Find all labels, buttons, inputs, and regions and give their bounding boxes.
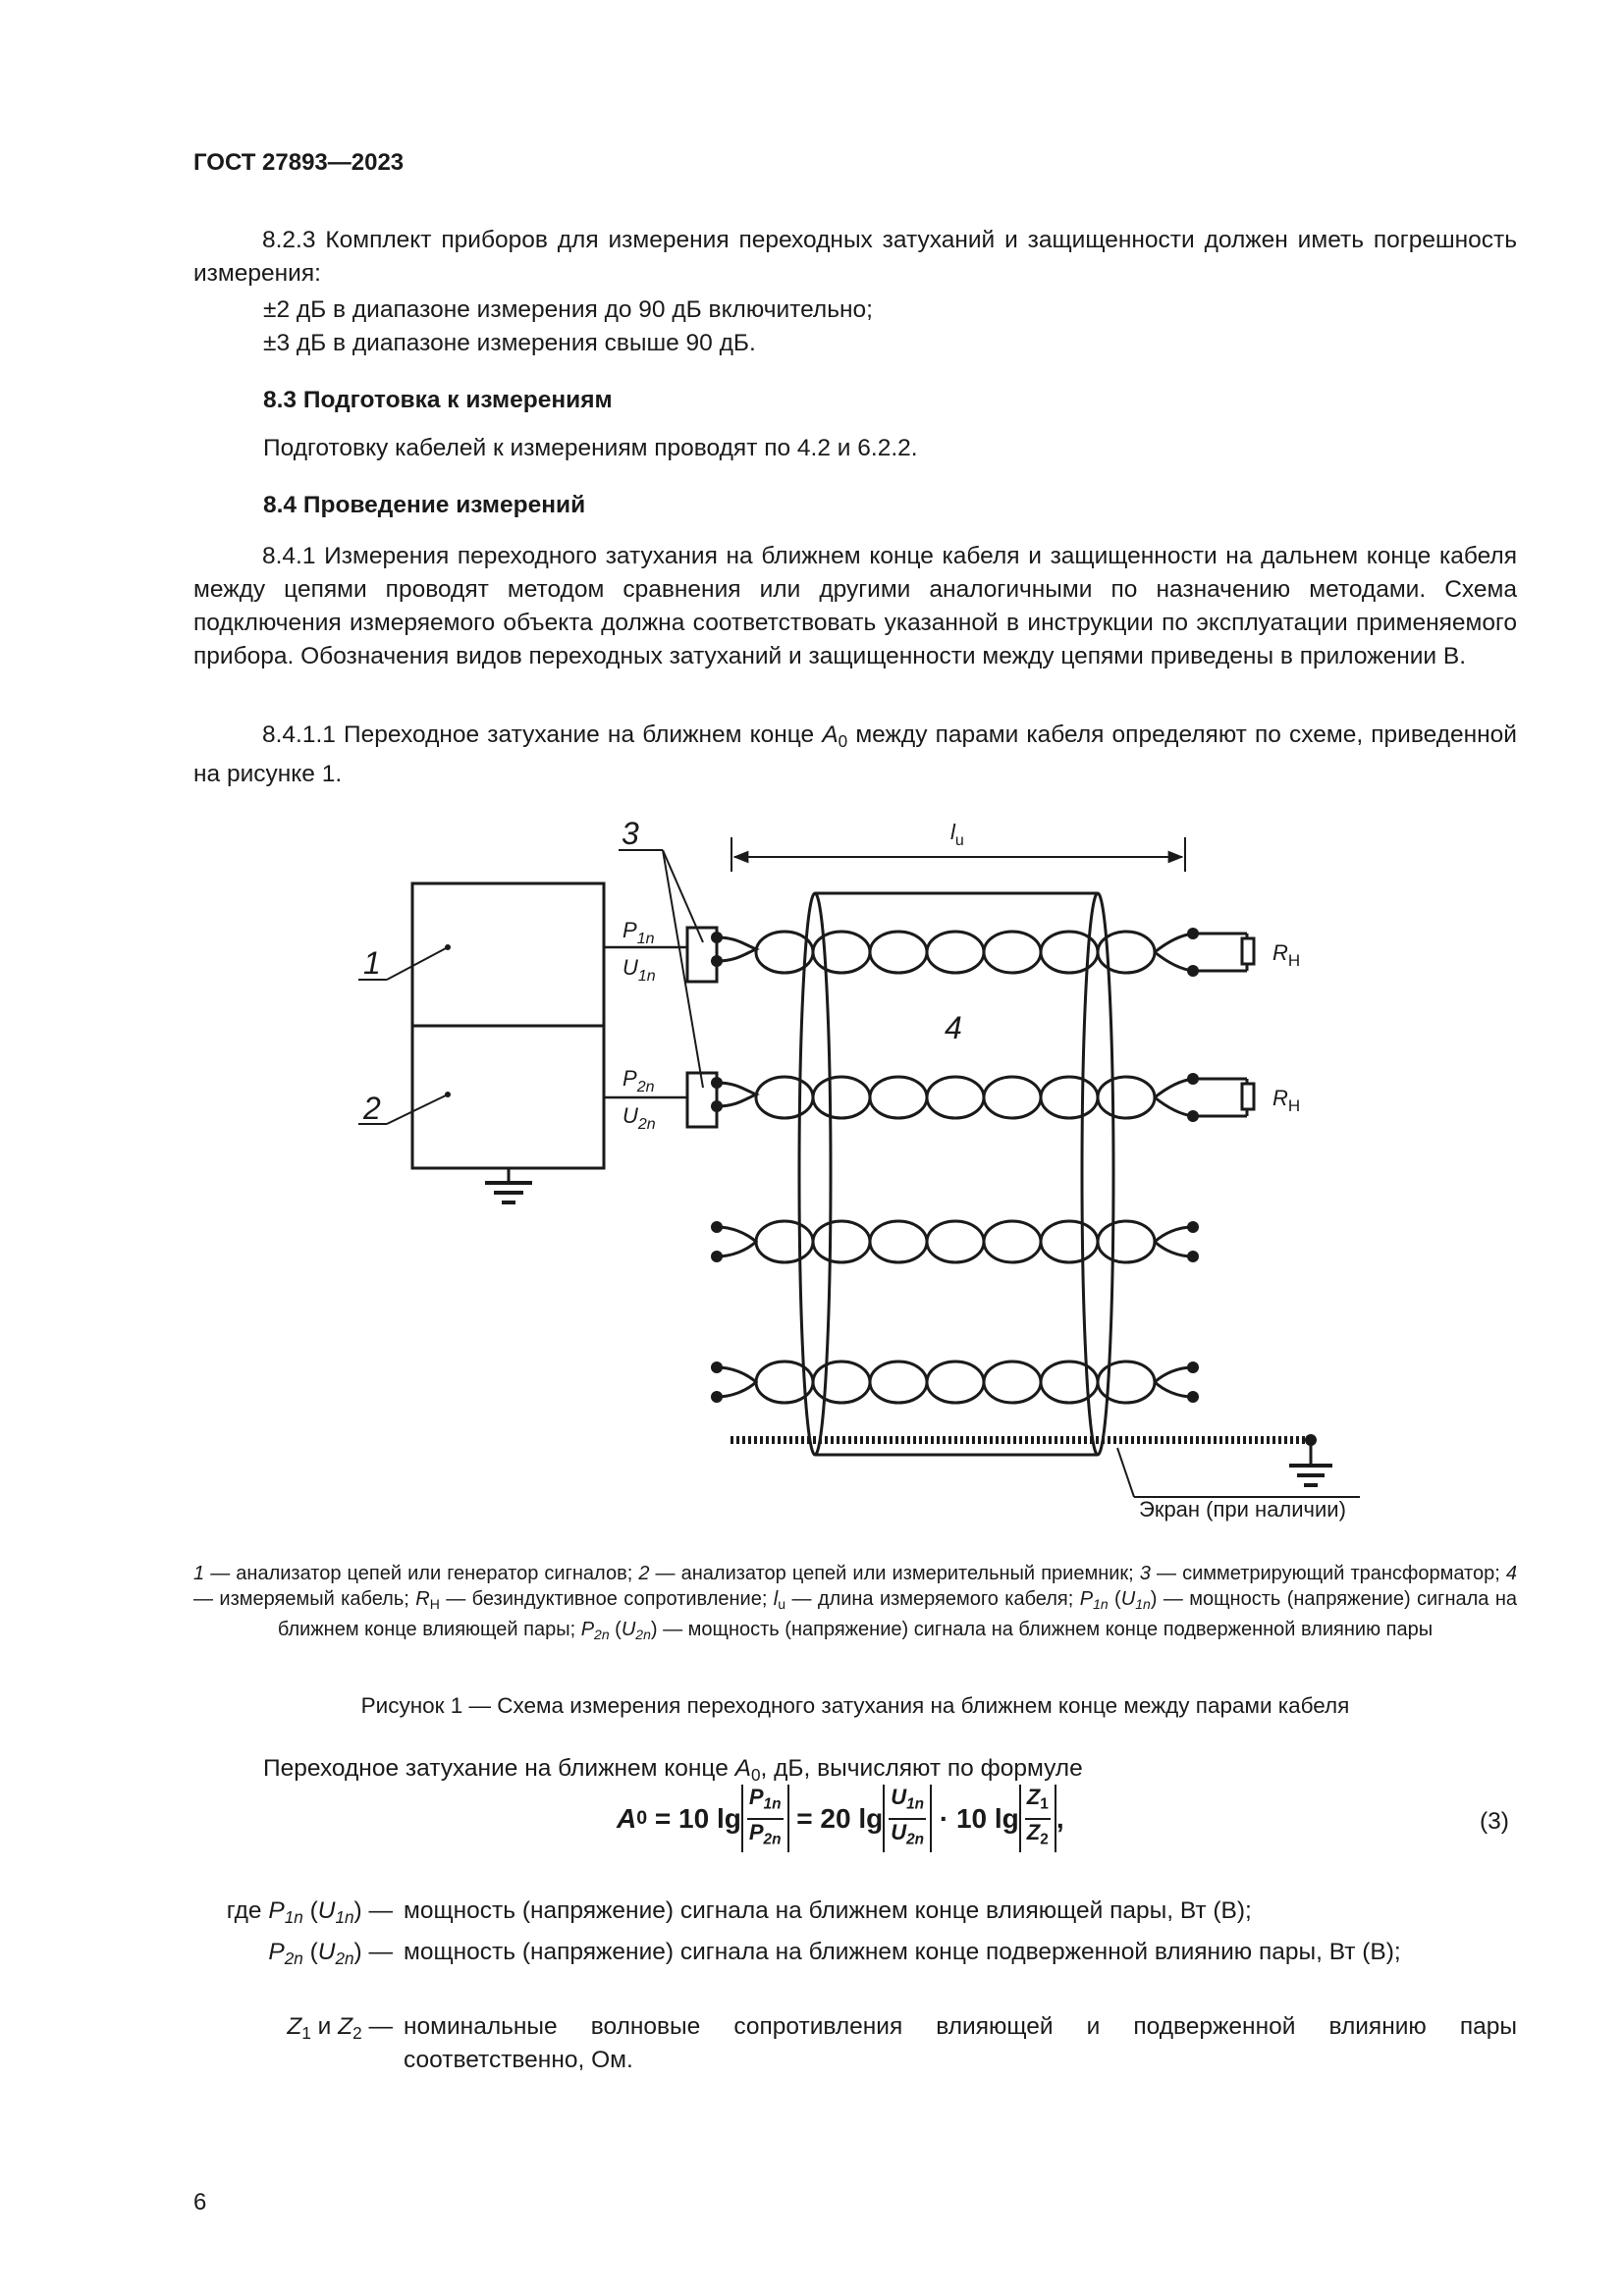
label-rn-1: $R_Н$ — [1272, 940, 1301, 970]
label-rn-2: $R_Н$ — [1272, 1086, 1301, 1115]
resistor-rn-2 — [1242, 1084, 1254, 1109]
paragraph-8-4-1-1: 8.4.1.1 Переходное затухание на ближнем конце $A_0$ между парами кабеля определяют по схеме, приведенной на рисунке 1. — [193, 721, 1517, 788]
paragraph-8-4-1: 8.4.1 Измерения переходного затухания на ближнем конце кабеля и защищенности на дальнем конце кабеля между цепями проводят методом сравнения или другими аналогичными по назначению методами. Схема подключения измеряемого объекта должна соответствовать указанной в инструкции по эксплуатации применяемого прибора. Обозначения видов переходных затуханий и защищенности между цепями приведены в приложении В. — [193, 543, 1517, 669]
resistor-rn-1 — [1242, 938, 1254, 964]
label-4: 4 — [945, 1010, 962, 1045]
label-1: 1 — [363, 945, 381, 981]
label-u1n: $U_{1n}$ — [623, 955, 656, 985]
label-p2n: $P_{2n}$ — [623, 1066, 655, 1095]
section-8-4-title: 8.4 Проведение измерений — [263, 492, 586, 518]
where-row-1: где $P_{1n}$ $(U_{1n})$ — мощность (напряжение) сигнала на ближнем конце влияющей пары, Вт (В); — [226, 1897, 1252, 1928]
label-3: 3 — [622, 816, 639, 851]
label-lu: $l_u$ — [950, 820, 964, 849]
section-8-3-title: 8.3 Подготовка к измерениям — [263, 387, 613, 413]
document-header: ГОСТ 27893—2023 — [193, 149, 405, 176]
accuracy-line-2: ±3 дБ в диапазоне измерения свыше 90 дБ. — [263, 330, 756, 356]
page-number: 6 — [193, 2189, 207, 2216]
analyzer-block-1 — [412, 883, 604, 1026]
label-screen: Экран (при наличии) — [1139, 1497, 1346, 1522]
formula-number: (3) — [1480, 1808, 1509, 1835]
accuracy-line-1: ±2 дБ в диапазоне измерения до 90 дБ включительно; — [263, 296, 873, 323]
label-p1n: $P_{1n}$ — [623, 918, 655, 947]
where-row-2: $P_{2n}$ $(U_{2n})$ — мощность (напряжение) сигнала на ближнем конце подверженной влиянию пары, Вт (В); — [268, 1939, 1401, 1969]
figure-1-title: Рисунок 1 — Схема измерения переходного затухания на ближнем конце между парами кабеля — [360, 1693, 1350, 1718]
label-2: 2 — [363, 1091, 381, 1126]
where-row-3: $Z_1$ и $Z_2$ — номинальные волновые сопротивления влияющей и подверженной влиянию пары соответственно, Ом. — [287, 2013, 1517, 2073]
formula-intro: Переходное затухание на ближнем конце $A_0$, дБ, вычисляют по формуле — [263, 1755, 1083, 1786]
paragraph-8-2-3: 8.2.3 Комплект приборов для измерения переходных затуханий и защищенности должен иметь погрешность измерения: — [193, 227, 1517, 287]
label-u2n: $U_{2n}$ — [623, 1103, 656, 1133]
figure-1-legend: 1 — анализатор цепей или генератор сигналов; 2 — анализатор цепей или измерительный приемник; 3 — симметрирующий трансформатор; 4 — измеряемый кабель; $R_Н$ — безиндуктивное сопротивление; $l_u$ — длина измеряемого кабеля; $P_{1n}$ $(U_{1n})$ — мощность (напряжение) сигнала на ближнем конце влияющей пары; $P_{2n}$ $(U_{2n})$ — мощность (напряжение) сигнала на ближнем конце подверженной влиянию пары — [193, 1563, 1518, 1643]
section-8-3-text: Подготовку кабелей к измерениям проводят по 4.2 и 6.2.2. — [263, 435, 918, 461]
formula-3: A 0 = 10 lg $\frac{P_{1n}}{P_{2n}}$ = 20 lg $\frac{U_{1n}}{U_{2n}}$ · 10 lg $\frac{Z_1}{Z_2}$ , — [617, 1785, 1064, 1852]
